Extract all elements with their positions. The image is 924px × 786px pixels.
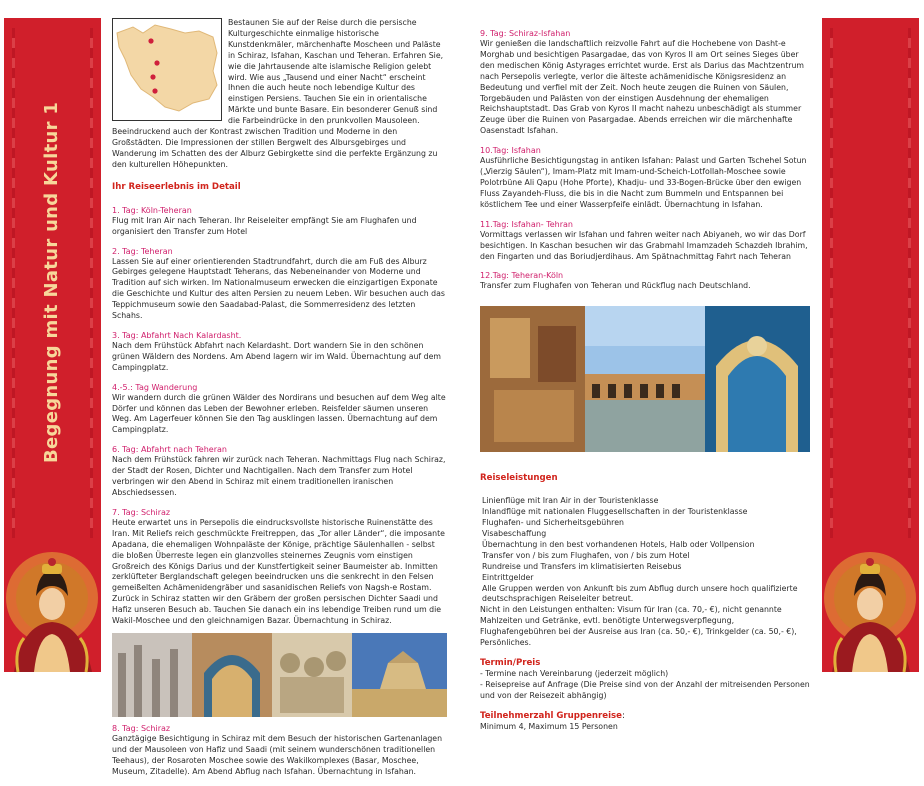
participants-section: [480, 710, 810, 733]
day-text: Nach dem Frühstück Abfahrt nach Kelardasht. Dort wandern Sie in den schönen grünen Wäldern des Nordens. Am Abend lagern wir im Wald. Übernachtung auf dem Campingplatz.: [112, 340, 441, 372]
day-entry: [112, 205, 447, 238]
day-entry: [112, 723, 447, 778]
map-marker: [154, 60, 159, 65]
day-text: Flug mit Iran Air nach Teheran. Ihr Reiseleiter empfängt Sie am Flughafen und organisiert den Transfer zum Hotel: [112, 215, 417, 236]
iran-map-graphic: [113, 19, 221, 120]
day-entry: [112, 507, 447, 627]
day-title: 11.Tag: Isfahan- Tehran: [480, 219, 574, 229]
service-item: Eintrittgelder: [482, 572, 534, 582]
day-text: Nach dem Frühstück fahren wir zurück nach Teheran. Nachmittags Flug nach Schiraz, der Stadt der Rosen, Dichter und Nachtigallen. Nach dem Transfer zum Hotel verbringen wir den Abend in Schiraz mit einem traditionellen iranischen Abschiedsessen.: [112, 455, 446, 497]
day-title: 1. Tag: Köln-Teheran: [112, 205, 192, 215]
photo-strip-graphic: [112, 633, 447, 717]
day-text: Heute erwartet uns in Persepolis die eindrucksvollste historische Ruinenstätte des Iran. Mit Reliefs reich geschmückte Freitreppen, das „Tor aller Länder“, die imposante Apadana, die ehemaligen Wohnpaläste der Könige, prächtige Säulenhallen - selbst die bloßen Überreste legen ein glanzvolles steinernes Zeugnis vom einstigen Großreich des Königs Darius und der Kunstfertigkeit seiner Baumeister ab. Inmitten zerklüfteter Berglandschaft gelegen beeindrucken uns die senkrecht in den Felsen gemeißelten Achämenidengräber und sasanidischen Reliefs von Nagsh-e Rostam. Zurück in Schiraz statten wir den Gräbern der großen persischen Dichter Saadi und Hafiz unseren Besuch ab. Tauchen Sie danach ein ins lebendige Treiben rund um die Wakil-Moschee und den gleichnamigen Bazar. Übernachtung in Schiraz.: [112, 517, 445, 626]
left-text-column: [112, 18, 447, 786]
left-side-band: [4, 18, 101, 672]
day-title: 7. Tag: Schiraz: [112, 507, 171, 517]
intro-text: Bestaunen Sie auf der Reise durch die persische Kulturgeschichte einmalige historische Kunstdenkmäler, märchenhafte Moscheen und Paläste in Schiraz, Isfahan, Kaschan und Teheran. Erfahren Sie, wie die Jahrtausende alte islamische Religion gelebt wird. Wie aus „Tausend und einer Nacht“ erscheint Ihnen die auch heute noch lebendige Kultur des einstigen Persiens. Tauchen Sie ein in orientalische Märkte und bunte Basare. Ein besonderer Genuß sind die Farbeindrücke in den prunkvollen Mausoleen. Beeindruckend auch der Kontrast zwischen Tradition und Moderne in den Großstädten. Die Impressionen der stillen Bergwelt des Albursgebirges und Wanderung im Schatten des der Alburz Gebirgkette sind die perfekte Ergänzung zu den kulturellen Höhepunkten.: [112, 18, 444, 169]
band-ornament: [908, 28, 911, 538]
service-item: Linienflüge mit Iran Air in der Touristenklasse: [482, 496, 659, 506]
day-entry: [480, 219, 810, 263]
day-title: 3. Tag: Abfahrt Nach Kalardasht.: [112, 330, 242, 340]
map-marker: [150, 74, 155, 79]
service-item: Übernachtung in den best vorhandenen Hotels, Halb oder Vollpension: [482, 539, 755, 549]
itinerary-heading: Ihr Reiseerlebnis im Detail: [112, 181, 241, 192]
day-text: Vormittags verlassen wir Isfahan und fahren weiter nach Abiyaneh, wo wir das Dorf besichtigen. In Kaschan besuchen wir das Grabmahl Imamzadeh Schazdeh Ibrahim, den Fingarten und das Boriudjerdihaus. Am Spätnachmittag Fahrt nach Teheran: [480, 229, 808, 261]
day-entry: [480, 270, 810, 292]
band-ornament: [12, 28, 15, 538]
dates-heading: Termin/Preis: [480, 658, 541, 668]
day-entry: [480, 28, 810, 137]
participants-text: Minimum 4, Maximum 15 Personen: [480, 721, 618, 731]
day-entry: [112, 382, 447, 437]
day-title: 2. Tag: Teheran: [112, 246, 173, 256]
day-text: Ganztägige Besichtigung in Schiraz mit dem Besuch der historischen Gartenanlagen und der Mausoleen von Hafiz und Saadi (mit seinem wunderschönen traditionellen Teehaus), der Rosaroten Moschee sowie des Wakilkomplexes (Basar, Moschee, Museum, Zitadelle). Am Abend Abflug nach Isfahan. Übernachtung in Isfahan.: [112, 733, 443, 776]
band-ornament: [830, 28, 833, 538]
day-text: Wir wandern durch die grünen Wälder des Nordirans und besuchen auf dem Weg alte Dörfer und können das Leben der Bewohner erleben. Reisfelder säumen unseren Weg. Am Lagerfeuer können Sie den Tag ausklingen lassen. Übernachtung auf dem Campingplatz.: [112, 392, 446, 435]
day-title: 6. Tag: Abfahrt nach Teheran: [112, 445, 227, 455]
day-entry: [480, 145, 810, 211]
service-item: Visabeschaffung: [482, 529, 547, 539]
day-title: 12.Tag: Teheran-Köln: [480, 271, 564, 281]
service-item: Transfer von / bis zum Flughafen, von / bis zum Hotel: [482, 550, 690, 560]
day-entry: [112, 444, 447, 499]
day-entry: [112, 330, 447, 374]
vertical-title: Begegnung mit Natur und Kultur 1: [41, 101, 62, 463]
service-item: Inlandflüge mit nationalen Fluggesellschaften in der Touristenklasse: [482, 507, 748, 517]
band-ornament: [90, 28, 93, 538]
day-text: Transfer zum Flughafen von Teheran und Rückflug nach Deutschland.: [480, 281, 751, 291]
map-marker: [148, 38, 153, 43]
persian-portrait-illustration: [822, 538, 919, 672]
dates-section: [480, 657, 810, 702]
right-text-column: [480, 18, 810, 733]
dates-line: - Termine nach Vereinbarung (jederzeit möglich): [480, 669, 669, 678]
participants-heading: [480, 710, 810, 722]
day-title: 10.Tag: Isfahan: [480, 146, 541, 156]
day-entry: [112, 246, 447, 322]
day-title: 9. Tag: Schiraz-Isfahan: [480, 29, 571, 38]
iran-map: [112, 18, 222, 121]
photo-strip-isfahan: [480, 306, 810, 452]
service-item: deutschsprachigen Reiseleiter betreut.: [482, 594, 634, 604]
service-item: Flughafen- und Sicherheitsgebühren: [482, 518, 624, 528]
right-side-band: [822, 18, 919, 672]
day-text: Ausführliche Besichtigungstag in antiken Isfahan: Palast und Garten Tschehel Sotun („Vierzig Säulen“), Imam-Platz mit Imam-und-Scheich-Lotfollah-Moschee sowie Polotrbüne Ali Qapu (Hohe Pforte), Khadju- und 33-Bogen-Brücke über den ewigen Fluss Zayandeh-Fluss, die bis in die Nacht zum Bummeln und Entspannen bei köstlichem Tee und einer Wasserpfeife einlädt. Übernachtung in Isfahan.: [480, 156, 807, 209]
participants-heading-colon: :: [622, 710, 625, 721]
day-text: Wir genießen die landschaftlich reizvolle Fahrt auf die Hochebene von Dasht-e Morghab und besichtigen Pasargadae, das von Kyros II am Ort seines Sieges über den medischen König Astyrages errichtet wurde. Erst als Darius das Machtzentrum nach Persepolis verlegte, verlor die älteste achämenidische Königsresidenz an Bedeutung und verfiel mit der Zeit. Noch heute zeugen die Ruinen von Säulen, Torgebäuden und Palästen von der einstigen Ausdehnung der ehemaligen Reichshauptstadt. Das Grab von Kyros II macht nahezu unbeschädigt als stummer Zeuge über die Ruinen von Pasargadae. Abends erreichen wir die märchenhafte Oasenstadt Isfahan.: [480, 39, 805, 136]
map-marker: [152, 88, 157, 93]
persian-portrait-illustration: [4, 538, 101, 672]
intro-section: [112, 18, 447, 171]
photo-strip-shiraz: [112, 633, 447, 717]
participants-heading-text: Teilnehmerzahl Gruppenreise: [480, 710, 622, 721]
day-text: Lassen Sie auf einer orientierenden Stadtrundfahrt, durch die am Fuß des Alburz Gebirges gelegene Hauptstadt Teherans, das Nebeneinander von Moderne und Tradition auf sich wirken. Im Nationalmuseum erwecken die einzigartigen Exponate die Geschichte und Kultur des alten Persien zu neuem Leben. Wir besuchen auch das Teppichmuseum sowie den Saadabad-Palast, die Sommerresidenz des letzten Schahs.: [112, 256, 445, 321]
day-title: 4.-5.: Tag Wanderung: [112, 382, 198, 392]
service-item: Alle Gruppen werden von Ankunft bis zum Abflug durch unsere hoch qualifizierte: [482, 583, 798, 593]
service-item: Rundreise und Transfers im klimatisierten Reisebus: [482, 561, 682, 571]
services-heading: Reiseleistungen: [480, 473, 558, 484]
dates-line: - Reisepreise auf Anfrage (Die Preise sind von der Anzahl der mitreisenden Personen und von der Reisezeit abhängig): [480, 679, 810, 700]
services-section: [480, 472, 810, 649]
photo-strip-graphic: [480, 306, 810, 452]
day-title: 8. Tag: Schiraz: [112, 723, 171, 733]
not-included-text: Nicht in den Leistungen enthalten: Visum für Iran (ca. 70,- €), nicht genannte Mahlzeiten und Getränke, evtl. benötigte Unterwegsverpflegung, Flughafengebühren bei der Ausreise aus Iran (ca. 50,- €), Trinkgelder (ca. 50,- €), Persönliches.: [480, 605, 797, 648]
